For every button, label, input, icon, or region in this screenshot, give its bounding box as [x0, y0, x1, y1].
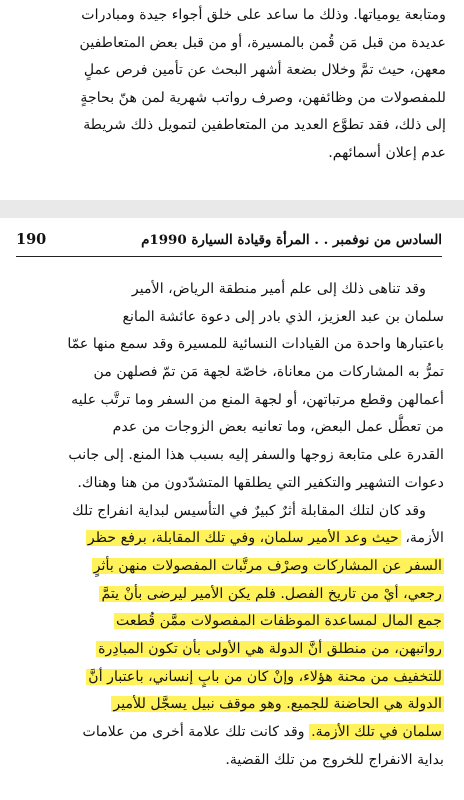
- body-line: [16, 553, 444, 581]
- body-line: [16, 387, 444, 415]
- running-header: [16, 230, 442, 257]
- top-page-fragment: [0, 0, 464, 200]
- body-line: [16, 719, 444, 747]
- line-text: وقد كانت تلك علامة أخرى من علامات: [82, 724, 305, 740]
- highlighted-text: حيث وعد الأمير سلمان، وفي تلك المقابلة، برفع حظر: [87, 530, 399, 547]
- page-190: [0, 218, 464, 800]
- highlighted-text: سلمان في تلك الأزمة.: [311, 724, 442, 740]
- line-text: من تعطُّل عمل البعض، وما تعانيه بعض الزوجات من عدم: [112, 419, 444, 436]
- body-line: [16, 442, 444, 470]
- top-page-paragraph: [18, 2, 446, 168]
- body-line: [16, 664, 444, 692]
- top-line: عديدة من قبل مَن قُمن بالمسيرة، أو من قبل بعض المتعاطفين: [79, 34, 446, 51]
- line-text: تمرُّ به المشاركات من معاناة، خاصّة لجهة مَن تمّ فصلهن من: [93, 364, 444, 381]
- body-line: [16, 414, 444, 442]
- body-line: [16, 636, 444, 664]
- body-line: [16, 525, 444, 553]
- body-line: [16, 747, 444, 775]
- highlighted-text: للتخفيف من محنة هؤلاء، وإنْ كان من بابٍ إنساني، باعتبار أنَّ: [88, 668, 442, 685]
- body-line: [16, 608, 444, 636]
- line-text: دعوات التشهير والتكفير التي يطلقها المتشدّدون من هنا وهناك.: [77, 474, 444, 491]
- top-line: للمفصولات من وظائفهن، وصرف رواتب شهرية لمن هنّ بحاجةٍ: [80, 89, 446, 106]
- line-text: باعتبارها واحدة من القيادات النسائية للمسيرة وقد سمع منها عمّا: [67, 336, 444, 353]
- top-line: معهن، حيث تمَّ وخلال بضعة أشهر البحث عن تأمين فرص عملٍ: [83, 62, 446, 79]
- top-line: ومتابعة يومياتها. وذلك ما ساعد على خلق أجواء جيدة ومبادرات: [81, 7, 446, 23]
- line-text: القدرة على متابعة زوجها والسفر إليه بسبب هذا المنع. إلى جانب: [68, 447, 444, 464]
- highlighted-text: السفر عن المشاركات وصرْف مرتَّبات المفصولات منهن بأثرٍ: [93, 557, 442, 574]
- body-line: [16, 498, 444, 526]
- highlighted-text: رواتبهن، من منطلق أنَّ الدولة هي الأولى بأن تكون المبادِرة: [98, 640, 442, 657]
- body-line: [16, 691, 444, 719]
- page-number: 190: [16, 231, 47, 248]
- top-line: إلى ذلك، فقد تطوَّع العديد من المتعاطفين لتمويل ذلك شريطة: [83, 117, 446, 134]
- line-text: وقد تناهى ذلك إلى علم أمير منطقة الرياض، الأمير: [131, 281, 426, 297]
- body-line: [16, 304, 444, 332]
- highlighted-text: جمع المال لمساعدة الموظفات المفصولات ممَّن قُطعت: [116, 613, 442, 630]
- body-line: [16, 470, 444, 498]
- body-paragraph: [16, 276, 444, 774]
- body-line: [16, 276, 444, 304]
- line-text: أعمالهن وقطع مرتباتهن، أو لجهة المنع من السفر وما ترتَّب عليه: [71, 391, 444, 408]
- line-text: الأزمة،: [405, 530, 444, 547]
- highlighted-text: الدولة هي الحاضنة للجميع. وهو موقف نبيل يسجَّل للأمير: [113, 696, 442, 713]
- highlighted-text: رجعي، أيْ من تاريخ الفصل. فلم يكن الأمير ليرضى بأنْ يتمَّ: [101, 585, 442, 602]
- page-separator: [0, 200, 464, 218]
- line-text: بداية الانفراج للخروج من تلك القضية.: [225, 751, 444, 768]
- line-text: سلمان بن عبد العزيز، الذي بادر إلى دعوة عائشة المانع: [122, 308, 444, 325]
- running-header-title: السادس من نوفمبر . . المرأة وقيادة السيارة 1990م: [141, 232, 442, 248]
- line-text: وقد كان لتلك المقابلة أثرٌ كبيرٌ في التأسيس لبداية انفراج تلك: [72, 502, 426, 519]
- body-line: [16, 581, 444, 609]
- body-line: [16, 359, 444, 387]
- top-line: عدم إعلان أسمائهم.: [328, 144, 446, 161]
- body-line: [16, 331, 444, 359]
